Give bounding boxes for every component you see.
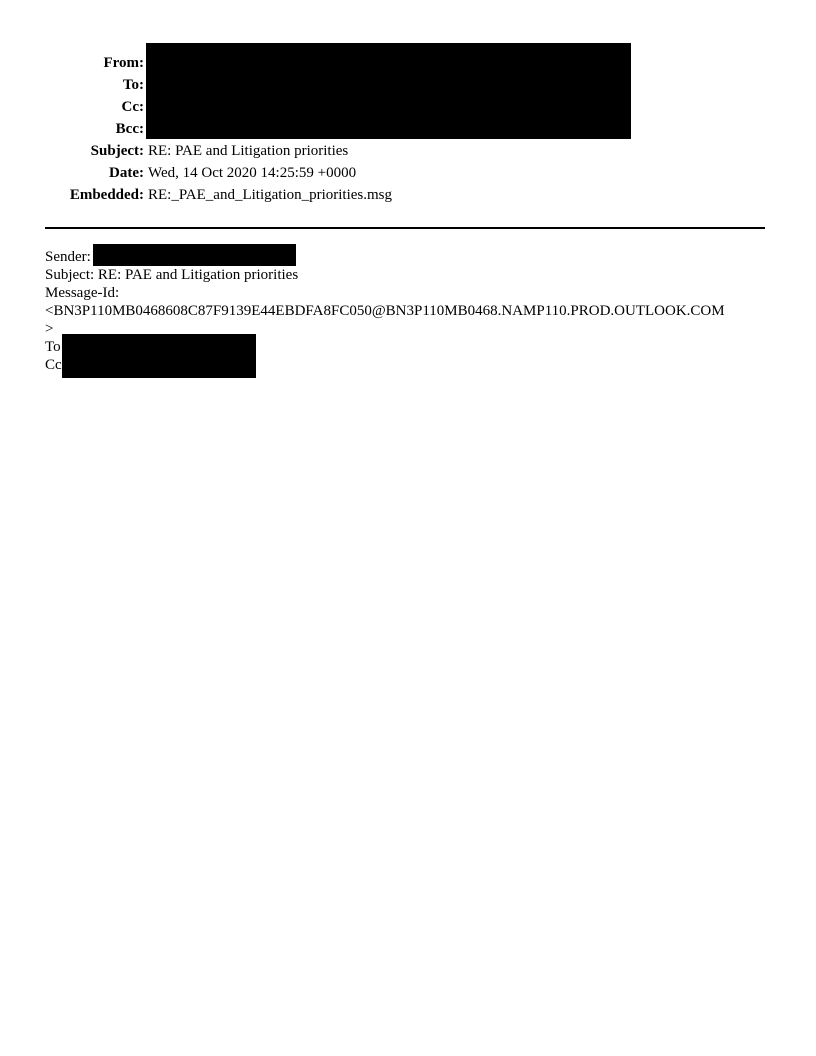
message-id-label: Message-Id: [45, 285, 120, 301]
date-row [0, 162, 816, 184]
embedded-label: Embedded: [69, 187, 144, 203]
cc-label: Cc [45, 357, 62, 373]
subject-row [0, 140, 816, 162]
to-row [0, 74, 816, 96]
subject-value: RE: PAE and Litigation priorities [148, 143, 349, 159]
date-label: Date: [109, 165, 144, 181]
subject-line: Subject: RE: PAE and Litigation priorities [45, 267, 299, 283]
bcc-row [0, 118, 816, 140]
email-header [0, 52, 816, 206]
cc-row [0, 96, 816, 118]
bcc-label: Bcc: [115, 121, 144, 137]
from-label: From: [103, 55, 144, 71]
to-label: To: [122, 77, 144, 93]
message-id-tail: > [45, 321, 54, 337]
message-body [45, 248, 785, 374]
embedded-row [0, 184, 816, 206]
cc-label: Cc: [121, 99, 144, 115]
message-id-value: <BN3P110MB0468608C87F9139E44EBDFA8FC050@BN3P110MB0468.NAMP110.PROD.OUTLOOK.COM [45, 303, 725, 319]
subject-label: Subject: [90, 143, 144, 159]
embedded-value: RE:_PAE_and_Litigation_priorities.msg [148, 187, 393, 203]
header-divider [45, 227, 765, 229]
from-row [0, 52, 816, 74]
sender-line [45, 248, 785, 266]
to-label: To [45, 339, 61, 355]
sender-label: Sender: [45, 249, 91, 265]
date-value: Wed, 14 Oct 2020 14:25:59 +0000 [148, 165, 357, 181]
redaction-sender [93, 244, 296, 266]
cc-line [45, 356, 785, 374]
to-line [45, 338, 785, 356]
